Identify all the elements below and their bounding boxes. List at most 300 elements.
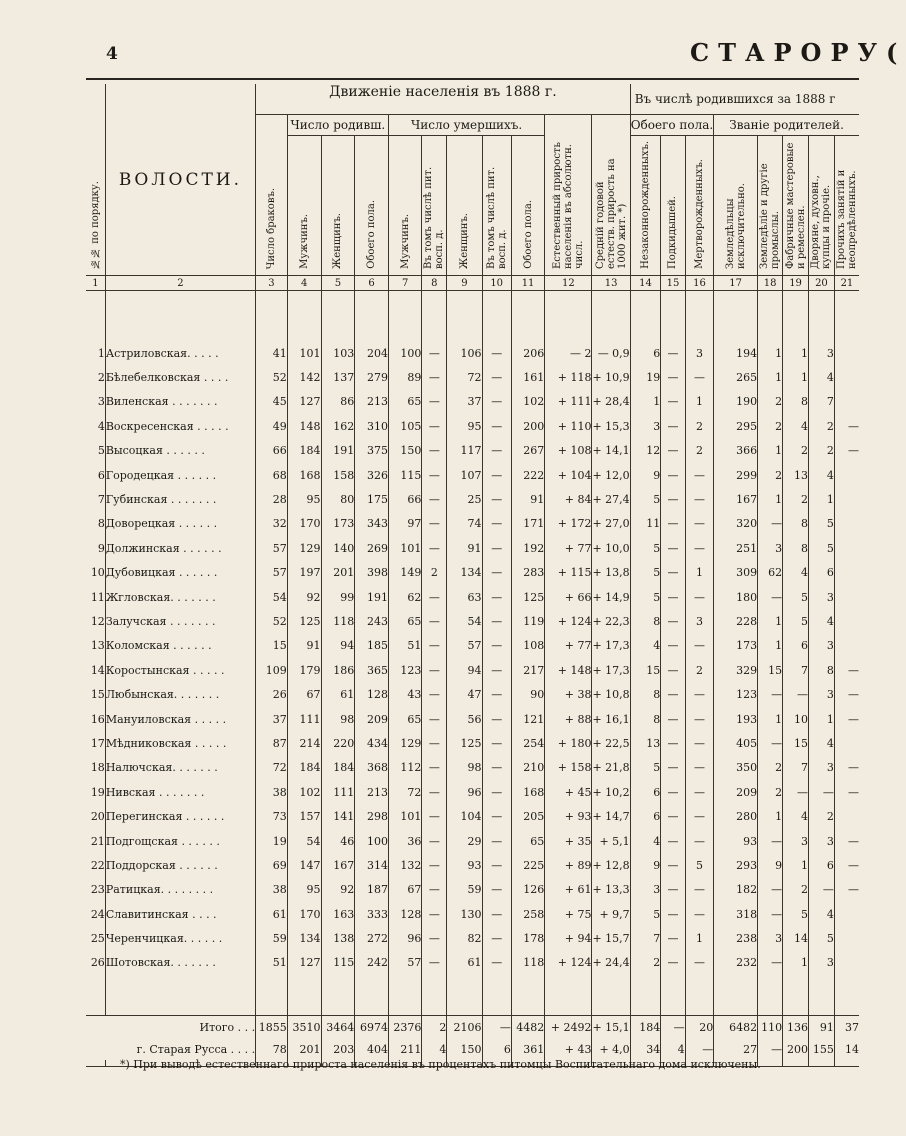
- data-cell: [834, 512, 859, 536]
- totals-cell: 4: [661, 1038, 685, 1060]
- data-cell: 280: [714, 804, 758, 828]
- data-cell: 2: [630, 951, 661, 975]
- row-index: 16: [90, 712, 105, 726]
- data-cell: 54: [256, 585, 288, 609]
- data-cell: 162: [321, 414, 355, 438]
- data-cell: —: [661, 414, 685, 438]
- data-cell: 366: [714, 439, 758, 463]
- data-cell: —: [482, 658, 511, 682]
- data-cell: 3: [809, 341, 835, 365]
- row-index: 13: [90, 639, 105, 653]
- volost-name: Бѣлебелковская . . . .: [105, 365, 255, 389]
- data-cell: —: [482, 804, 511, 828]
- data-cell: —: [834, 829, 859, 853]
- data-cell: 205: [511, 804, 544, 828]
- data-cell: —: [482, 926, 511, 950]
- data-cell: 185: [355, 634, 389, 658]
- data-cell: 213: [355, 780, 389, 804]
- data-cell: —: [685, 365, 714, 389]
- data-cell: —: [661, 731, 685, 755]
- totals-cell: —: [685, 1038, 714, 1060]
- data-cell: —: [661, 585, 685, 609]
- totals-cell: 2: [422, 1016, 447, 1039]
- table-row: [86, 585, 859, 609]
- data-cell: 138: [321, 926, 355, 950]
- data-cell: 129: [388, 731, 421, 755]
- totals-cell: —: [661, 1016, 685, 1039]
- data-cell: 123: [388, 658, 421, 682]
- data-cell: 98: [321, 707, 355, 731]
- row-index: 19: [90, 785, 105, 799]
- data-cell: + 35: [545, 829, 592, 853]
- data-cell: + 27,4: [592, 487, 630, 511]
- spacer-cell: [661, 291, 685, 342]
- data-cell: [834, 926, 859, 950]
- data-cell: + 22,3: [592, 609, 630, 633]
- data-cell: 6: [630, 341, 661, 365]
- data-cell: 101: [287, 341, 321, 365]
- data-cell: 57: [256, 536, 288, 560]
- column-number: 18: [758, 276, 783, 291]
- data-cell: 2: [783, 878, 809, 902]
- data-cell: —: [482, 707, 511, 731]
- spacer-cell: [758, 291, 783, 342]
- data-cell: 167: [321, 853, 355, 877]
- data-cell: —: [834, 707, 859, 731]
- data-cell: 4: [783, 414, 809, 438]
- data-cell: 3: [809, 585, 835, 609]
- data-cell: 9: [630, 853, 661, 877]
- table-row: [86, 609, 859, 633]
- data-cell: —: [809, 780, 835, 804]
- data-cell: 8: [630, 707, 661, 731]
- data-cell: 62: [758, 561, 783, 585]
- totals-cell: —: [758, 1038, 783, 1060]
- data-cell: 11: [630, 512, 661, 536]
- table-row: [86, 731, 859, 755]
- row-index: 8: [97, 517, 105, 531]
- bottom-cell: [758, 1060, 783, 1067]
- totals-cell: 6482: [714, 1016, 758, 1039]
- volost-name: Нивская . . . . . . .: [105, 780, 255, 804]
- data-cell: 28: [256, 487, 288, 511]
- row-index: 10: [90, 566, 105, 580]
- data-cell: —: [422, 439, 447, 463]
- data-cell: 89: [388, 365, 421, 389]
- data-cell: 350: [714, 756, 758, 780]
- data-cell: 37: [256, 707, 288, 731]
- row-index: 6: [97, 468, 105, 482]
- data-cell: 283: [511, 561, 544, 585]
- data-cell: —: [685, 829, 714, 853]
- totals-cell: 37: [834, 1016, 859, 1039]
- data-cell: —: [482, 365, 511, 389]
- bottom-cell: [834, 1060, 859, 1067]
- column-number: 12: [545, 276, 592, 291]
- header-deaths-group: Число умершихъ.: [388, 115, 544, 136]
- totals-cell: 1855: [256, 1016, 288, 1039]
- data-cell: —: [422, 365, 447, 389]
- data-cell: + 24,4: [592, 951, 630, 975]
- data-cell: + 14,7: [592, 804, 630, 828]
- data-cell: 3: [758, 536, 783, 560]
- data-cell: 51: [388, 634, 421, 658]
- data-cell: 69: [256, 853, 288, 877]
- data-cell: 187: [355, 878, 389, 902]
- data-cell: 43: [388, 682, 421, 706]
- spacer-cell: [482, 291, 511, 342]
- data-cell: + 180: [545, 731, 592, 755]
- data-cell: 398: [355, 561, 389, 585]
- data-cell: + 10,8: [592, 682, 630, 706]
- data-cell: 125: [447, 731, 482, 755]
- data-cell: 8: [783, 536, 809, 560]
- spacer-cell: [809, 291, 835, 342]
- data-cell: 125: [511, 585, 544, 609]
- data-cell: —: [422, 487, 447, 511]
- data-cell: + 108: [545, 439, 592, 463]
- column-number: 4: [287, 276, 321, 291]
- header-volosti: ВОЛОСТИ.: [105, 84, 255, 276]
- totals-cell: 150: [447, 1038, 482, 1060]
- data-cell: 7: [630, 926, 661, 950]
- data-cell: — 0,9: [592, 341, 630, 365]
- data-cell: 105: [388, 414, 421, 438]
- row-index: 12: [90, 614, 105, 628]
- table-row: [86, 926, 859, 950]
- data-cell: 100: [388, 341, 421, 365]
- totals-row: [86, 1016, 859, 1039]
- gap-cell: [447, 975, 482, 1016]
- data-cell: —: [482, 585, 511, 609]
- bottom-cell: [809, 1060, 835, 1067]
- data-cell: 1: [809, 487, 835, 511]
- data-cell: 238: [714, 926, 758, 950]
- data-cell: [834, 487, 859, 511]
- column-number: 7: [388, 276, 421, 291]
- data-cell: 93: [714, 829, 758, 853]
- data-cell: 2: [758, 390, 783, 414]
- data-cell: —: [685, 707, 714, 731]
- data-cell: 93: [447, 853, 482, 877]
- row-index: 20: [90, 810, 105, 824]
- spacer-cell: [388, 291, 421, 342]
- totals-cell: 404: [355, 1038, 389, 1060]
- data-cell: —: [685, 951, 714, 975]
- data-cell: 2: [758, 414, 783, 438]
- gap-cell: [86, 975, 105, 1016]
- gap-row: [86, 975, 859, 1016]
- data-cell: 298: [355, 804, 389, 828]
- table-row: [86, 512, 859, 536]
- data-cell: 405: [714, 731, 758, 755]
- page-title: СТАРОРУ(: [690, 38, 906, 67]
- table-body: [86, 276, 859, 1067]
- data-cell: —: [685, 756, 714, 780]
- data-cell: 1: [783, 951, 809, 975]
- data-cell: 186: [321, 658, 355, 682]
- data-cell: 5: [783, 902, 809, 926]
- totals-cell: + 2492: [545, 1016, 592, 1039]
- data-cell: 167: [714, 487, 758, 511]
- data-cell: 112: [388, 756, 421, 780]
- gap-cell: [592, 975, 630, 1016]
- data-cell: —: [758, 682, 783, 706]
- data-cell: [834, 536, 859, 560]
- data-cell: —: [834, 682, 859, 706]
- data-cell: + 17,3: [592, 658, 630, 682]
- data-cell: 163: [321, 902, 355, 926]
- column-number: 17: [714, 276, 758, 291]
- header-farm-crafts: Земледѣліе и другіе промыслы.: [758, 136, 783, 276]
- data-cell: 56: [447, 707, 482, 731]
- data-cell: 74: [447, 512, 482, 536]
- data-cell: —: [422, 341, 447, 365]
- data-cell: 6: [809, 561, 835, 585]
- data-cell: 51: [256, 951, 288, 975]
- data-cell: 200: [511, 414, 544, 438]
- data-cell: + 27,0: [592, 512, 630, 536]
- data-cell: [834, 731, 859, 755]
- data-cell: 251: [714, 536, 758, 560]
- data-cell: 99: [321, 585, 355, 609]
- data-cell: —: [482, 634, 511, 658]
- table-row: [86, 658, 859, 682]
- data-cell: 101: [388, 804, 421, 828]
- data-cell: —: [422, 414, 447, 438]
- totals-cell: 3464: [321, 1016, 355, 1039]
- data-cell: [834, 951, 859, 975]
- data-cell: —: [661, 390, 685, 414]
- data-cell: —: [482, 414, 511, 438]
- spacer-cell: [321, 291, 355, 342]
- column-number: 11: [511, 276, 544, 291]
- table-row: [86, 853, 859, 877]
- data-cell: —: [482, 487, 511, 511]
- data-cell: 265: [714, 365, 758, 389]
- table-row: [86, 804, 859, 828]
- table-row: [86, 487, 859, 511]
- totals-row: [86, 1038, 859, 1060]
- data-cell: 8: [783, 512, 809, 536]
- data-cell: —: [661, 780, 685, 804]
- data-cell: 194: [714, 341, 758, 365]
- data-cell: 180: [714, 585, 758, 609]
- data-cell: 1: [758, 707, 783, 731]
- data-cell: 3: [685, 609, 714, 633]
- data-cell: 173: [714, 634, 758, 658]
- row-index: 4: [97, 419, 105, 433]
- data-cell: —: [422, 682, 447, 706]
- table-row: [86, 463, 859, 487]
- column-number: 9: [447, 276, 482, 291]
- data-cell: 95: [287, 487, 321, 511]
- data-cell: 320: [714, 512, 758, 536]
- data-cell: 109: [256, 658, 288, 682]
- data-cell: 57: [388, 951, 421, 975]
- data-cell: 333: [355, 902, 389, 926]
- data-cell: 67: [287, 682, 321, 706]
- header-deaths-m-incl: Въ томъ числѣ пит. восп. д.: [422, 136, 447, 276]
- header-factory: Фабричные мастеровые и ремеслен.: [783, 136, 809, 276]
- header-deaths-f-incl: Въ томъ числѣ пит. восп. д.: [482, 136, 511, 276]
- bottom-cell: [783, 1060, 809, 1067]
- data-cell: 106: [447, 341, 482, 365]
- totals-cell: 203: [321, 1038, 355, 1060]
- data-cell: —: [422, 585, 447, 609]
- data-cell: [834, 634, 859, 658]
- data-cell: —: [482, 390, 511, 414]
- volost-name: Залучская . . . . . . .: [105, 609, 255, 633]
- gap-cell: [105, 975, 255, 1016]
- data-cell: —: [661, 707, 685, 731]
- data-cell: 178: [511, 926, 544, 950]
- data-cell: 67: [388, 878, 421, 902]
- data-cell: 91: [447, 536, 482, 560]
- data-cell: 2: [685, 414, 714, 438]
- data-cell: 140: [321, 536, 355, 560]
- totals-cell: 155: [809, 1038, 835, 1060]
- data-cell: 134: [287, 926, 321, 950]
- table-row: [86, 390, 859, 414]
- data-cell: —: [758, 951, 783, 975]
- data-cell: 3: [809, 951, 835, 975]
- gap-cell: [809, 975, 835, 1016]
- data-cell: 3: [758, 926, 783, 950]
- data-cell: 92: [287, 585, 321, 609]
- totals-cell: + 15,1: [592, 1016, 630, 1039]
- data-cell: —: [482, 609, 511, 633]
- data-cell: 149: [388, 561, 421, 585]
- data-cell: —: [661, 634, 685, 658]
- data-cell: 2: [809, 414, 835, 438]
- totals-cell: 136: [783, 1016, 809, 1039]
- data-cell: 182: [714, 878, 758, 902]
- data-cell: + 22,5: [592, 731, 630, 755]
- volost-name: Черенчицкая. . . . . .: [105, 926, 255, 950]
- data-cell: —: [482, 682, 511, 706]
- data-cell: 62: [388, 585, 421, 609]
- data-cell: 4: [630, 634, 661, 658]
- data-cell: 5: [783, 609, 809, 633]
- data-cell: —: [422, 634, 447, 658]
- data-cell: 86: [321, 390, 355, 414]
- data-cell: + 14,9: [592, 585, 630, 609]
- spacer-cell: [783, 291, 809, 342]
- data-cell: —: [422, 780, 447, 804]
- volost-name: Ратицкая. . . . . . . .: [105, 878, 255, 902]
- data-cell: 1: [758, 487, 783, 511]
- gap-cell: [422, 975, 447, 1016]
- data-cell: 7: [783, 658, 809, 682]
- data-cell: —: [834, 414, 859, 438]
- data-cell: —: [422, 756, 447, 780]
- data-cell: —: [661, 658, 685, 682]
- data-cell: + 118: [545, 365, 592, 389]
- data-cell: 318: [714, 902, 758, 926]
- totals-cell: 4: [422, 1038, 447, 1060]
- data-cell: 123: [714, 682, 758, 706]
- data-cell: 206: [511, 341, 544, 365]
- data-cell: + 28,4: [592, 390, 630, 414]
- data-cell: —: [661, 926, 685, 950]
- data-cell: 7: [809, 390, 835, 414]
- data-cell: 1: [783, 853, 809, 877]
- data-cell: 4: [630, 829, 661, 853]
- data-cell: —: [482, 561, 511, 585]
- data-cell: —: [758, 585, 783, 609]
- data-cell: 2: [783, 439, 809, 463]
- data-cell: 314: [355, 853, 389, 877]
- header-births-m: Мужчинъ.: [287, 136, 321, 276]
- data-cell: + 84: [545, 487, 592, 511]
- data-cell: 128: [355, 682, 389, 706]
- totals-cell: + 43: [545, 1038, 592, 1060]
- header-nobles: Дворяне, духовн., купцы и прочіе.: [809, 136, 835, 276]
- data-cell: —: [685, 682, 714, 706]
- gap-cell: [783, 975, 809, 1016]
- data-cell: 299: [714, 463, 758, 487]
- data-cell: 127: [287, 951, 321, 975]
- table-row: [86, 414, 859, 438]
- data-cell: 95: [287, 878, 321, 902]
- table-row: [86, 439, 859, 463]
- totals-cell: + 4,0: [592, 1038, 630, 1060]
- data-cell: + 77: [545, 536, 592, 560]
- data-cell: 15: [256, 634, 288, 658]
- data-cell: 61: [256, 902, 288, 926]
- data-cell: 65: [388, 707, 421, 731]
- data-cell: —: [685, 804, 714, 828]
- header-index: №№ по порядку.: [86, 84, 105, 276]
- column-number: 1: [86, 276, 105, 291]
- data-cell: 210: [511, 756, 544, 780]
- row-index: 18: [90, 761, 105, 775]
- data-cell: —: [834, 756, 859, 780]
- data-cell: 5: [809, 536, 835, 560]
- data-cell: —: [422, 658, 447, 682]
- data-cell: 1: [758, 439, 783, 463]
- data-cell: 2: [685, 658, 714, 682]
- data-cell: 310: [355, 414, 389, 438]
- data-cell: 126: [511, 878, 544, 902]
- data-cell: —: [661, 829, 685, 853]
- table-row: [86, 682, 859, 706]
- data-cell: 52: [256, 365, 288, 389]
- column-number: 6: [355, 276, 389, 291]
- data-cell: 1: [685, 390, 714, 414]
- data-cell: 103: [321, 341, 355, 365]
- data-cell: 4: [783, 561, 809, 585]
- spacer-cell: [86, 291, 105, 342]
- table-row: [86, 707, 859, 731]
- data-cell: 63: [447, 585, 482, 609]
- data-cell: 5: [630, 585, 661, 609]
- data-cell: 5: [630, 756, 661, 780]
- data-cell: 1: [783, 341, 809, 365]
- data-cell: 46: [321, 829, 355, 853]
- data-cell: —: [685, 878, 714, 902]
- data-cell: —: [422, 609, 447, 633]
- data-cell: 137: [321, 365, 355, 389]
- data-cell: 326: [355, 463, 389, 487]
- column-number: 19: [783, 276, 809, 291]
- data-cell: —: [834, 853, 859, 877]
- row-index: 17: [90, 736, 105, 750]
- data-cell: 128: [388, 902, 421, 926]
- spacer-cell: [685, 291, 714, 342]
- data-cell: —: [482, 536, 511, 560]
